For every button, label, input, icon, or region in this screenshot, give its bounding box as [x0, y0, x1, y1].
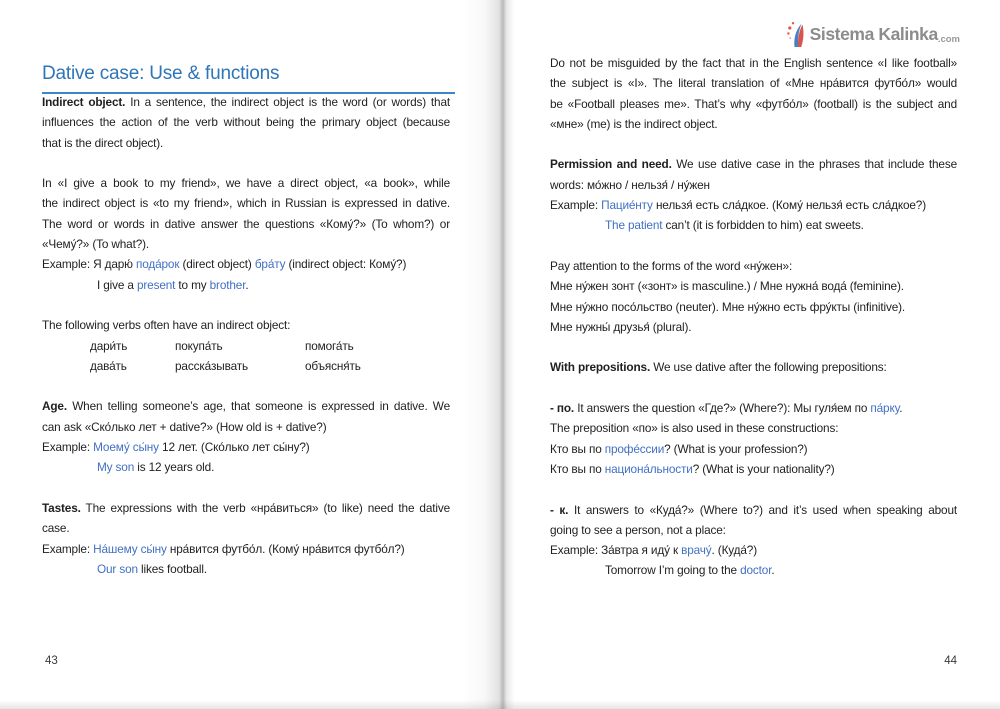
text-line [550, 439, 957, 459]
text-run: influences the action of the verb without being the primary object (because [42, 115, 450, 130]
highlighted-term: doctor [740, 563, 772, 578]
text-line [550, 540, 957, 560]
text-run: Example: Я дарю́ [42, 257, 136, 272]
text-line [550, 297, 957, 317]
logo-text: Sistema Kalinka [809, 23, 938, 44]
highlighted-term: The patient [605, 218, 663, 233]
section-label: - по. [550, 401, 575, 416]
text-run: нра́вится футбо́л. (Кому́ нра́вится футбо́л?) [166, 541, 405, 556]
section-label: Age. [42, 399, 67, 414]
text-run: Tomorrow I’m going to the [605, 563, 741, 578]
text-line [42, 173, 450, 193]
text-run: Example: [550, 198, 602, 213]
text-line [42, 518, 450, 538]
text-line [42, 133, 450, 153]
text-line [550, 215, 957, 235]
text-run: нельзя́ есть сла́дкое. (Кому́ нельзя́ есть сла́дкое?) [652, 198, 926, 213]
page-number-left: 43 [45, 655, 58, 667]
text-run: Do not be misguided by the fact that in the English sentence «I like football» [550, 56, 957, 70]
highlighted-term: На́шему сы́ну [93, 541, 167, 556]
page-left [0, 0, 495, 709]
text-run: . [899, 401, 903, 416]
verb-item: дава́ть [90, 358, 127, 373]
text-line [550, 114, 957, 134]
highlighted-term: профе́ссии [604, 441, 665, 456]
section-label: Permission and need. [550, 157, 672, 172]
highlighted-term: врачу́ [681, 543, 712, 558]
text-run: the subject is «I». The literal translation of «Мне нра́вится футбо́л» would [550, 76, 957, 91]
text-line [42, 559, 450, 579]
text-line [42, 92, 450, 112]
kalinka-flower-icon [785, 20, 807, 48]
text-run: Pay attention to the forms of the word «ну́жен»: [550, 258, 793, 273]
text-line [42, 437, 450, 457]
section-label: Tastes. [42, 500, 81, 515]
highlighted-term: бра́ту [254, 257, 286, 272]
section-label: With prepositions. [550, 360, 651, 375]
text-run: case. [42, 521, 70, 536]
text-run: The expressions with the verb «нра́виться» (to like) need the dative [80, 500, 450, 515]
highlighted-term: Our son [97, 561, 138, 576]
page-right [505, 0, 1000, 709]
text-run: We use dative after the following prepositions: [650, 360, 887, 375]
text-run: going to see a person, not a place: [550, 522, 726, 537]
text-run: the indirect object is «to my friend», which in Russian is expressed in dative. [42, 196, 450, 211]
text-run: that is the direct object). [42, 135, 164, 150]
logo-suffix: .com [937, 34, 960, 45]
text-run: 12 лет. (Ско́лько лет сы́ну?) [158, 440, 310, 455]
text-run: likes football. [137, 561, 207, 576]
text-line [550, 357, 957, 377]
text-run: Мне ну́жен зонт («зонт» is masculine.) / Мне нужна́ вода́ (feminine). [550, 279, 904, 294]
text-line [42, 112, 450, 132]
text-line [550, 175, 957, 195]
blank-line [550, 479, 957, 499]
highlighted-term: present [136, 277, 176, 292]
blank-line [550, 337, 957, 357]
text-run: The word or words in dative answer the questions «Кому́?» (To whom?) or [42, 216, 450, 231]
highlighted-term: My son [97, 460, 135, 475]
text-line [550, 154, 957, 174]
highlighted-term: brother [209, 277, 246, 292]
text-run: Кто вы по [550, 441, 605, 456]
right-page-content [550, 53, 957, 581]
text-run: Мне нужны́ друзья́ (plural). [550, 319, 692, 334]
text-run: Example: [42, 541, 94, 556]
blank-line [550, 378, 957, 398]
text-line [42, 498, 450, 518]
verb-item: покупа́ть [175, 338, 223, 353]
highlighted-term: Пацие́нту [601, 198, 653, 213]
text-line [550, 418, 957, 438]
text-line [42, 417, 450, 437]
page-title: Dative case: Use & functions [42, 63, 280, 84]
text-run: Example: За́втра я иду́ к [550, 543, 682, 558]
text-line [550, 195, 957, 215]
left-page-content [42, 92, 450, 579]
text-line [42, 214, 450, 234]
text-line [550, 500, 957, 520]
text-run: is 12 years old. [134, 460, 215, 475]
verb-item: помога́ть [305, 338, 354, 353]
verb-item: объясня́ть [305, 358, 361, 373]
text-run: We use dative case in the phrases that include these [671, 157, 957, 172]
logo [785, 20, 960, 48]
text-run: The following verbs often have an indirect object: [42, 318, 291, 333]
blank-line [550, 134, 957, 154]
text-line [42, 275, 450, 295]
text-line [42, 234, 450, 254]
blank-line [42, 478, 450, 498]
text-run: It answers the question «Где?» (Where?): Мы гуля́ем по [574, 401, 871, 416]
highlighted-term: Моему́ сы́ну [93, 440, 159, 455]
verbs-row [42, 356, 450, 376]
text-run: words: мо́жно / нельзя́ / ну́жен [550, 177, 710, 192]
text-line [550, 256, 957, 276]
text-run: The preposition «по» is also used in these constructions: [550, 421, 839, 436]
text-line [550, 53, 957, 73]
text-line [42, 193, 450, 213]
text-run: (direct object) [179, 257, 255, 272]
text-line [550, 73, 957, 93]
text-run: can ask «Ско́лько лет + dative?» (How old is + dative?) [42, 419, 327, 434]
verb-item: дари́ть [90, 338, 128, 353]
text-run: «мне» (me) is the indirect object. [550, 116, 718, 131]
text-line [550, 94, 957, 114]
text-run: I give a [97, 277, 137, 292]
text-run: In a sentence, the indirect object is the word (or words) that [125, 95, 450, 109]
section-label: Indirect object. [42, 95, 126, 109]
text-line [550, 398, 957, 418]
text-run: Example: [42, 440, 94, 455]
text-line [550, 276, 957, 296]
text-run: . [245, 277, 249, 292]
text-line [550, 317, 957, 337]
text-run: «Чему́?» (To what?). [42, 237, 150, 252]
blank-line [550, 236, 957, 256]
highlighted-term: национа́льности [604, 461, 693, 476]
text-line [42, 457, 450, 477]
blank-line [42, 295, 450, 315]
page-number-right: 44 [944, 655, 957, 667]
text-line [42, 539, 450, 559]
blank-line [42, 153, 450, 173]
highlighted-term: па́рку [870, 401, 900, 416]
text-run: ? (What is your nationality?) [692, 461, 835, 476]
text-run: . [771, 563, 775, 578]
text-run: to my [175, 277, 210, 292]
text-run: ? (What is your profession?) [664, 441, 808, 456]
section-label: - к. [550, 502, 569, 517]
blank-line [42, 376, 450, 396]
text-run: Мне ну́жно посо́льство (neuter). Мне ну́жно есть фру́кты (infinitive). [550, 299, 906, 314]
text-line [550, 560, 957, 580]
text-run: Кто вы по [550, 461, 605, 476]
text-run: . (Куда́?) [711, 543, 757, 558]
text-line [42, 396, 450, 416]
text-run: When telling someone’s age, that someone is expressed in dative. We [66, 399, 450, 414]
verb-item: расска́зывать [175, 358, 248, 373]
text-line [42, 315, 450, 335]
verbs-row [42, 336, 450, 356]
text-line [550, 459, 957, 479]
text-run: can’t (it is forbidden to him) eat sweets. [662, 218, 864, 233]
text-line [42, 254, 450, 274]
text-run: be «Football pleases me». That’s why «футбо́л» (football) is the subject and [550, 96, 957, 111]
text-run: (indirect object: Кому́?) [285, 257, 407, 272]
text-line [550, 520, 957, 540]
highlighted-term: пода́рок [135, 257, 180, 272]
text-run: It answers to «Куда́?» (Where to?) and it’s used when speaking about [568, 502, 957, 517]
text-run: In «I give a book to my friend», we have a direct object, «a book», while [42, 176, 450, 191]
